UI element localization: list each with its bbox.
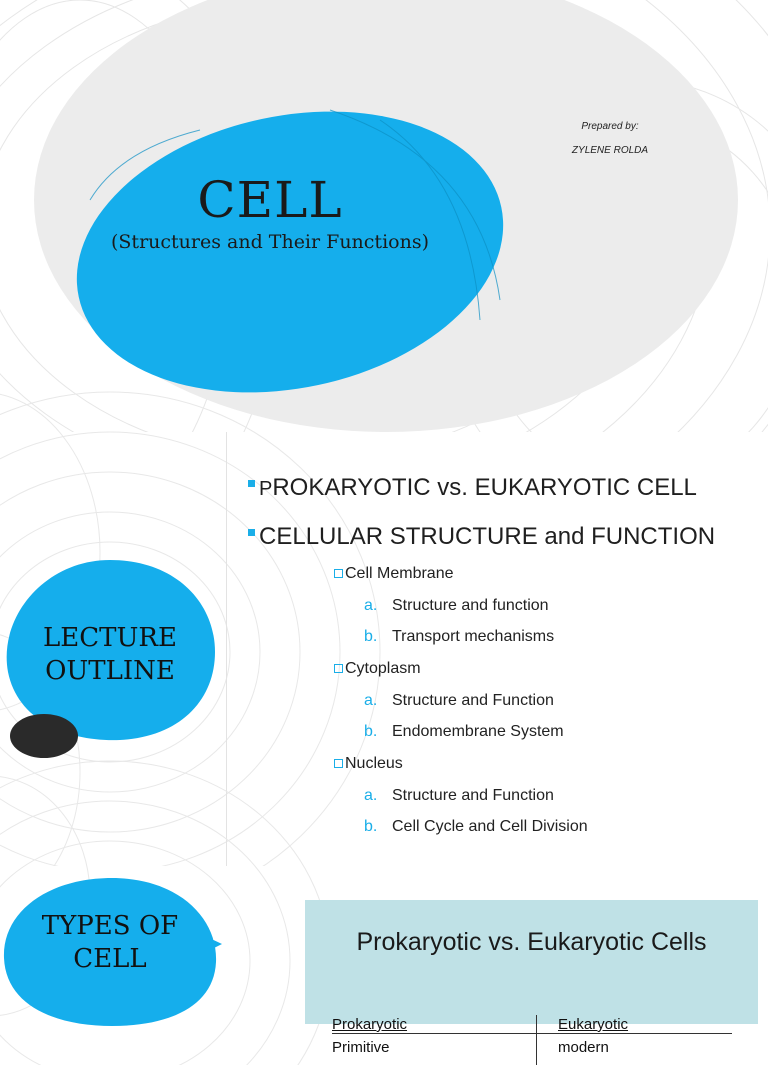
square-bullet-icon bbox=[248, 529, 255, 536]
checkbox-bullet-icon bbox=[334, 569, 343, 578]
outline-divider bbox=[226, 432, 227, 866]
types-heading bbox=[20, 910, 200, 976]
types-slide bbox=[0, 866, 768, 1056]
column-header-eukaryotic: Eukaryotic bbox=[558, 1016, 629, 1033]
dark-blob bbox=[10, 714, 78, 758]
slide-title: CELL bbox=[197, 171, 343, 229]
section-nucleus: Nucleus bbox=[334, 755, 403, 773]
author-name: ZYLENE ROLDA bbox=[571, 145, 649, 156]
outline-heading bbox=[20, 622, 200, 688]
section-cytoplasm: Cytoplasm bbox=[334, 660, 421, 678]
title-block bbox=[80, 170, 460, 254]
outline-main-item-2: CELLULAR STRUCTURE and FUNCTION bbox=[248, 523, 715, 551]
list-item: b. Transport mechanisms bbox=[364, 628, 555, 645]
outline-heading-line2: OUTLINE bbox=[45, 656, 175, 686]
list-item: b. Cell Cycle and Cell Division bbox=[364, 818, 588, 835]
square-bullet-icon bbox=[248, 480, 255, 487]
comparison-table-panel bbox=[305, 900, 758, 1056]
list-item: b. Endomembrane System bbox=[364, 723, 564, 740]
checkbox-bullet-icon bbox=[334, 664, 343, 673]
table-title: Prokaryotic vs. Eukaryotic Cells bbox=[356, 928, 707, 956]
list-item: a. Structure and Function bbox=[364, 692, 554, 709]
checkbox-bullet-icon bbox=[334, 759, 343, 768]
column-header-prokaryotic: Prokaryotic bbox=[332, 1016, 408, 1033]
title-slide bbox=[0, 0, 768, 432]
outline-main-item-1: PROKARYOTIC vs. EUKARYOTIC CELL bbox=[248, 474, 697, 502]
types-heading-line1: TYPES OF bbox=[41, 911, 179, 941]
prepared-by-label: Prepared by: bbox=[581, 121, 639, 132]
section-cell-membrane: Cell Membrane bbox=[334, 565, 453, 583]
list-item: a. Structure and function bbox=[364, 597, 549, 614]
slide-subtitle: (Structures and Their Functions) bbox=[111, 231, 429, 253]
types-heading-line2: CELL bbox=[73, 944, 147, 974]
table-header-rule bbox=[332, 1033, 732, 1034]
table-cell: modern bbox=[558, 1039, 609, 1056]
table-cell: Primitive bbox=[332, 1039, 390, 1056]
list-item: a. Structure and Function bbox=[364, 787, 554, 804]
table-column-rule bbox=[536, 1015, 537, 1065]
outline-heading-line1: LECTURE bbox=[43, 623, 177, 653]
